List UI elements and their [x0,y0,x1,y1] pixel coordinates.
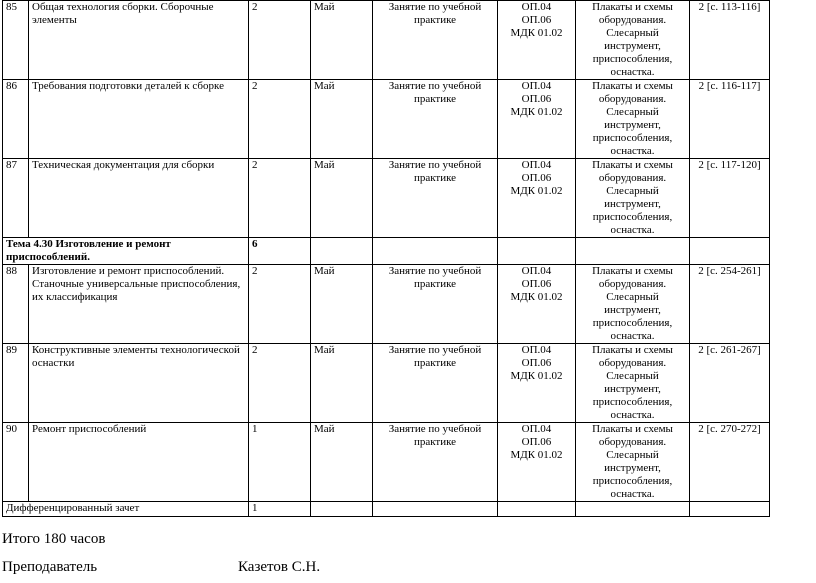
link-item: ОП.06 [521,278,552,290]
lesson-month: Май [311,265,373,344]
empty-cell [373,238,498,265]
final-row [3,502,770,517]
lesson-equipment: Плакаты и схемы оборудования. Слесарный инструмент, приспособления, оснастка. [576,1,690,80]
lesson-reference: 2 [с. 270-272] [690,423,770,502]
link-item: ОП.06 [521,436,552,448]
link-item: ОП.04 [521,80,552,92]
final-hours: 1 [249,502,311,517]
link-item: ОП.04 [521,1,552,13]
lesson-number: 87 [3,159,29,238]
lesson-type: Занятие по учебной практике [373,423,498,502]
lesson-hours: 2 [249,1,311,80]
lesson-number: 90 [3,423,29,502]
empty-cell [498,502,576,517]
table-row [3,159,770,238]
empty-cell [498,238,576,265]
lesson-equipment: Плакаты и схемы оборудования. Слесарный инструмент, приспособления, оснастка. [576,80,690,159]
lesson-month: Май [311,344,373,423]
link-item: МДК 01.02 [510,27,563,39]
topic-title: Тема 4.30 Изготовление и ремонт приспособлений. [3,238,249,265]
lesson-links [498,265,576,344]
teacher-label: Преподаватель [2,559,98,575]
empty-cell [373,502,498,517]
empty-cell [311,502,373,517]
link-item: МДК 01.02 [510,106,563,118]
lesson-number: 86 [3,80,29,159]
lesson-title: Изготовление и ремонт приспособлений. Станочные универсальные приспособления, их классификация [29,265,249,344]
lesson-links [498,80,576,159]
lesson-links [498,344,576,423]
lesson-number: 89 [3,344,29,423]
table-row [3,344,770,423]
link-item: МДК 01.02 [510,449,563,461]
link-item: ОП.06 [521,93,552,105]
lesson-equipment: Плакаты и схемы оборудования. Слесарный инструмент, приспособления, оснастка. [576,159,690,238]
table-row [3,1,770,80]
total-hours: Итого 180 часов [2,531,106,547]
table-row [3,80,770,159]
lesson-hours: 1 [249,423,311,502]
empty-cell [576,238,690,265]
lesson-reference: 2 [с. 113-116] [690,1,770,80]
link-item: ОП.04 [521,423,552,435]
teacher-name: Казетов С.Н. [238,559,321,575]
lesson-links [498,423,576,502]
lesson-month: Май [311,423,373,502]
empty-cell [311,238,373,265]
lesson-month: Май [311,80,373,159]
lesson-type: Занятие по учебной практике [373,265,498,344]
lesson-type: Занятие по учебной практике [373,344,498,423]
lesson-hours: 2 [249,344,311,423]
lesson-type: Занятие по учебной практике [373,159,498,238]
lesson-title: Требования подготовки деталей к сборке [29,80,249,159]
empty-cell [576,502,690,517]
link-item: МДК 01.02 [510,370,563,382]
lesson-title: Конструктивные элементы технологической оснастки [29,344,249,423]
lesson-equipment: Плакаты и схемы оборудования. Слесарный инструмент, приспособления, оснастка. [576,265,690,344]
lesson-reference: 2 [с. 117-120] [690,159,770,238]
link-item: МДК 01.02 [510,185,563,197]
link-item: ОП.06 [521,172,552,184]
lesson-title: Ремонт приспособлений [29,423,249,502]
lesson-links [498,1,576,80]
table-row [3,423,770,502]
table-row [3,265,770,344]
link-item: ОП.06 [521,357,552,369]
empty-cell [690,238,770,265]
lesson-hours: 2 [249,159,311,238]
lesson-equipment: Плакаты и схемы оборудования. Слесарный инструмент, приспособления, оснастка. [576,423,690,502]
final-title: Дифференцированный зачет [3,502,249,517]
link-item: ОП.06 [521,14,552,26]
empty-cell [690,502,770,517]
link-item: ОП.04 [521,159,552,171]
lesson-number: 88 [3,265,29,344]
lesson-title: Техническая документация для сборки [29,159,249,238]
lesson-links [498,159,576,238]
topic-hours: 6 [249,238,311,265]
link-item: МДК 01.02 [510,291,563,303]
lesson-reference: 2 [с. 254-261] [690,265,770,344]
lesson-reference: 2 [с. 116-117] [690,80,770,159]
lesson-type: Занятие по учебной практике [373,80,498,159]
lesson-reference: 2 [с. 261-267] [690,344,770,423]
lesson-hours: 2 [249,80,311,159]
lesson-equipment: Плакаты и схемы оборудования. Слесарный инструмент, приспособления, оснастка. [576,344,690,423]
lesson-title: Общая технология сборки. Сборочные элементы [29,1,249,80]
link-item: ОП.04 [521,265,552,277]
lesson-type: Занятие по учебной практике [373,1,498,80]
lesson-month: Май [311,159,373,238]
link-item: ОП.04 [521,344,552,356]
topic-row [3,238,770,265]
lesson-number: 85 [3,1,29,80]
lesson-hours: 2 [249,265,311,344]
lesson-month: Май [311,1,373,80]
lesson-plan-table [2,0,770,517]
